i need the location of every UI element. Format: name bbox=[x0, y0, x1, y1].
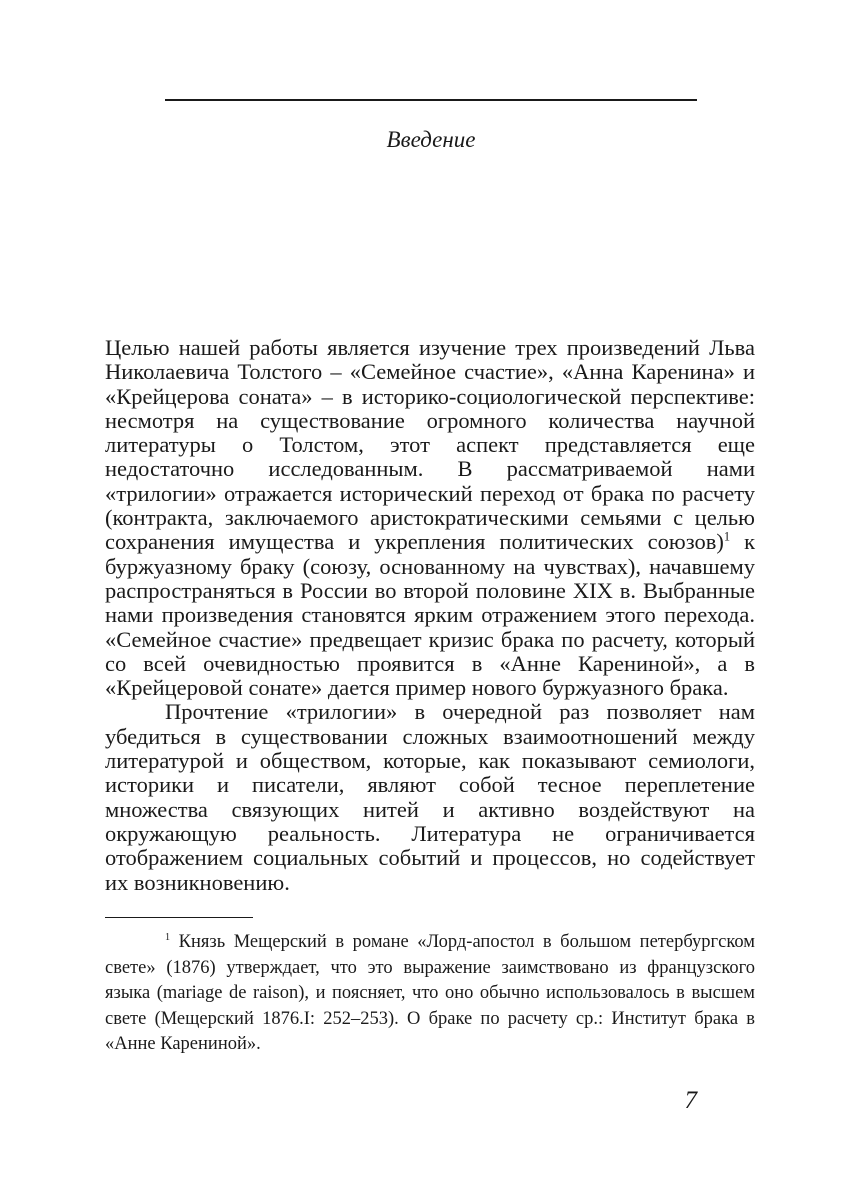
body-paragraph bbox=[105, 336, 755, 700]
footnote bbox=[105, 930, 755, 1058]
page-number: 7 bbox=[684, 1087, 697, 1114]
chapter-title: Введение bbox=[386, 127, 476, 152]
footnote-text: Князь Мещерский в романе «Лорд-апостол в большом петербургском свете» (1876) утверждает, что это выражение заимствовано из французского языка (mariage de raison), и поясняет, что оно обычно использовалось в высшем свете (Мещерский 1876.I: 252–253). О браке по расчету ср.: Институт брака в «Анне Карениной». bbox=[105, 932, 755, 1054]
paragraph-text-continued: к буржуазному браку (союзу, основанному на чувствах), начавшему распространяться в России во второй половине XIX в. Выбранные нами произведения становятся ярким отражением этого перехода. «Семейное счастие» предвещает кризис брака по расчету, который со всей очевидностью проявится в «Анне Карениной», а в «Крейцеровой сонате» дается пример нового буржуазного брака. bbox=[105, 529, 755, 701]
footnote-paragraph bbox=[105, 930, 755, 1058]
header-rule bbox=[165, 99, 697, 101]
paragraph-text: Целью нашей работы является изучение трех произведений Льва Николаевича Толстого – «Семейное счастие», «Анна Каренина» и «Крейцерова соната» – в историко-социологической перспективе: несмотря на существование огромного количества научной литературы о Толстом, этот аспект представляется еще недостаточно исследованным. В рассматриваемой нами «трилогии» отражается исторический переход от брака по расчету (контракта, заключаемого аристократическими семьями с целью сохранения имущества и укрепления политических союзов) bbox=[105, 335, 755, 555]
body-paragraph: Прочтение «трилогии» в очередной раз позволяет нам убедиться в существовании сложных взаимоотношений между литературой и обществом, которые, как показывают семиологи, историки и писатели, являют собой тесное переплетение множества связующих нитей и активно воздействуют на окружающую реальность. Литература не ограничивается отображением социальных событий и процессов, но содействует их возникновению. bbox=[105, 699, 755, 895]
footnote-separator bbox=[105, 917, 253, 918]
footnote-number: 1 bbox=[165, 931, 171, 943]
main-text bbox=[105, 336, 755, 895]
footnote-reference[interactable]: 1 bbox=[723, 529, 731, 544]
